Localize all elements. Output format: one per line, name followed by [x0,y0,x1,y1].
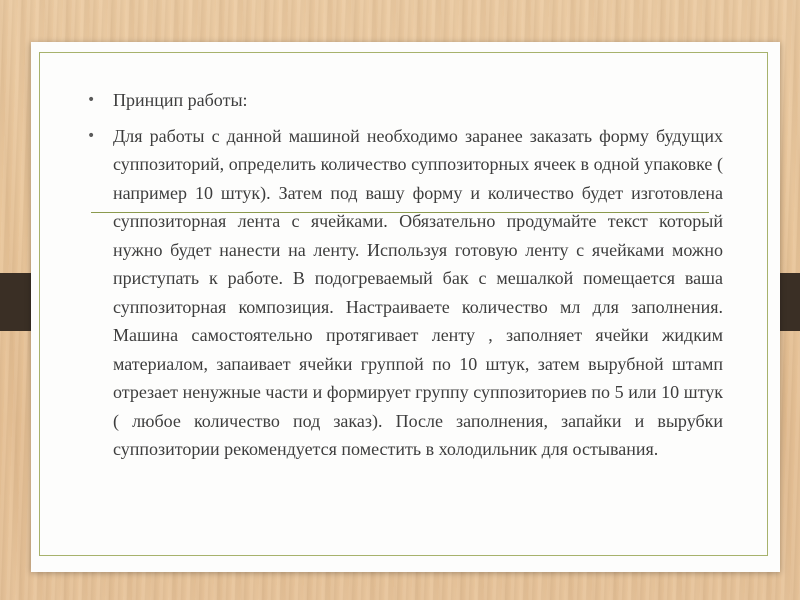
slide-content [83,86,723,464]
bullet-item-heading [83,86,723,115]
bullet-item-description [83,122,723,464]
bullet-icon: • [87,92,96,108]
slide-card [31,42,780,572]
bullet-text: Принцип работы: [113,90,248,110]
bullet-icon: • [87,127,96,144]
bullet-text: Для работы с данной машиной необходимо заранее заказать форму будущих суппозиторий, определить количество суппозиторных ячеек в одной упаковке ( например 10 штук). Затем под вашу форму и количество будет изготовлена суппозиторная лента с ячейками. Обязательно продумайте текст который нужно будет нанести на ленту. Используя готовую ленту с ячейками можно приступать к работе. В подогреваемый бак с мешалкой помещается ваша суппозиторная композиция. Настраиваете количество мл для заполнения. Машина самостоятельно протягивает ленту , заполняет ячейки жидким материалом, запаивает ячейки группой по 10 штук, затем вырубной штамп отрезает ненужные части и формирует группу суппозиториев по 5 или 10 штук ( любое количество под заказ). После заполнения, запайки и вырубки суппозитории рекомендуется поместить в холодильник для остывания. [113,125,723,459]
